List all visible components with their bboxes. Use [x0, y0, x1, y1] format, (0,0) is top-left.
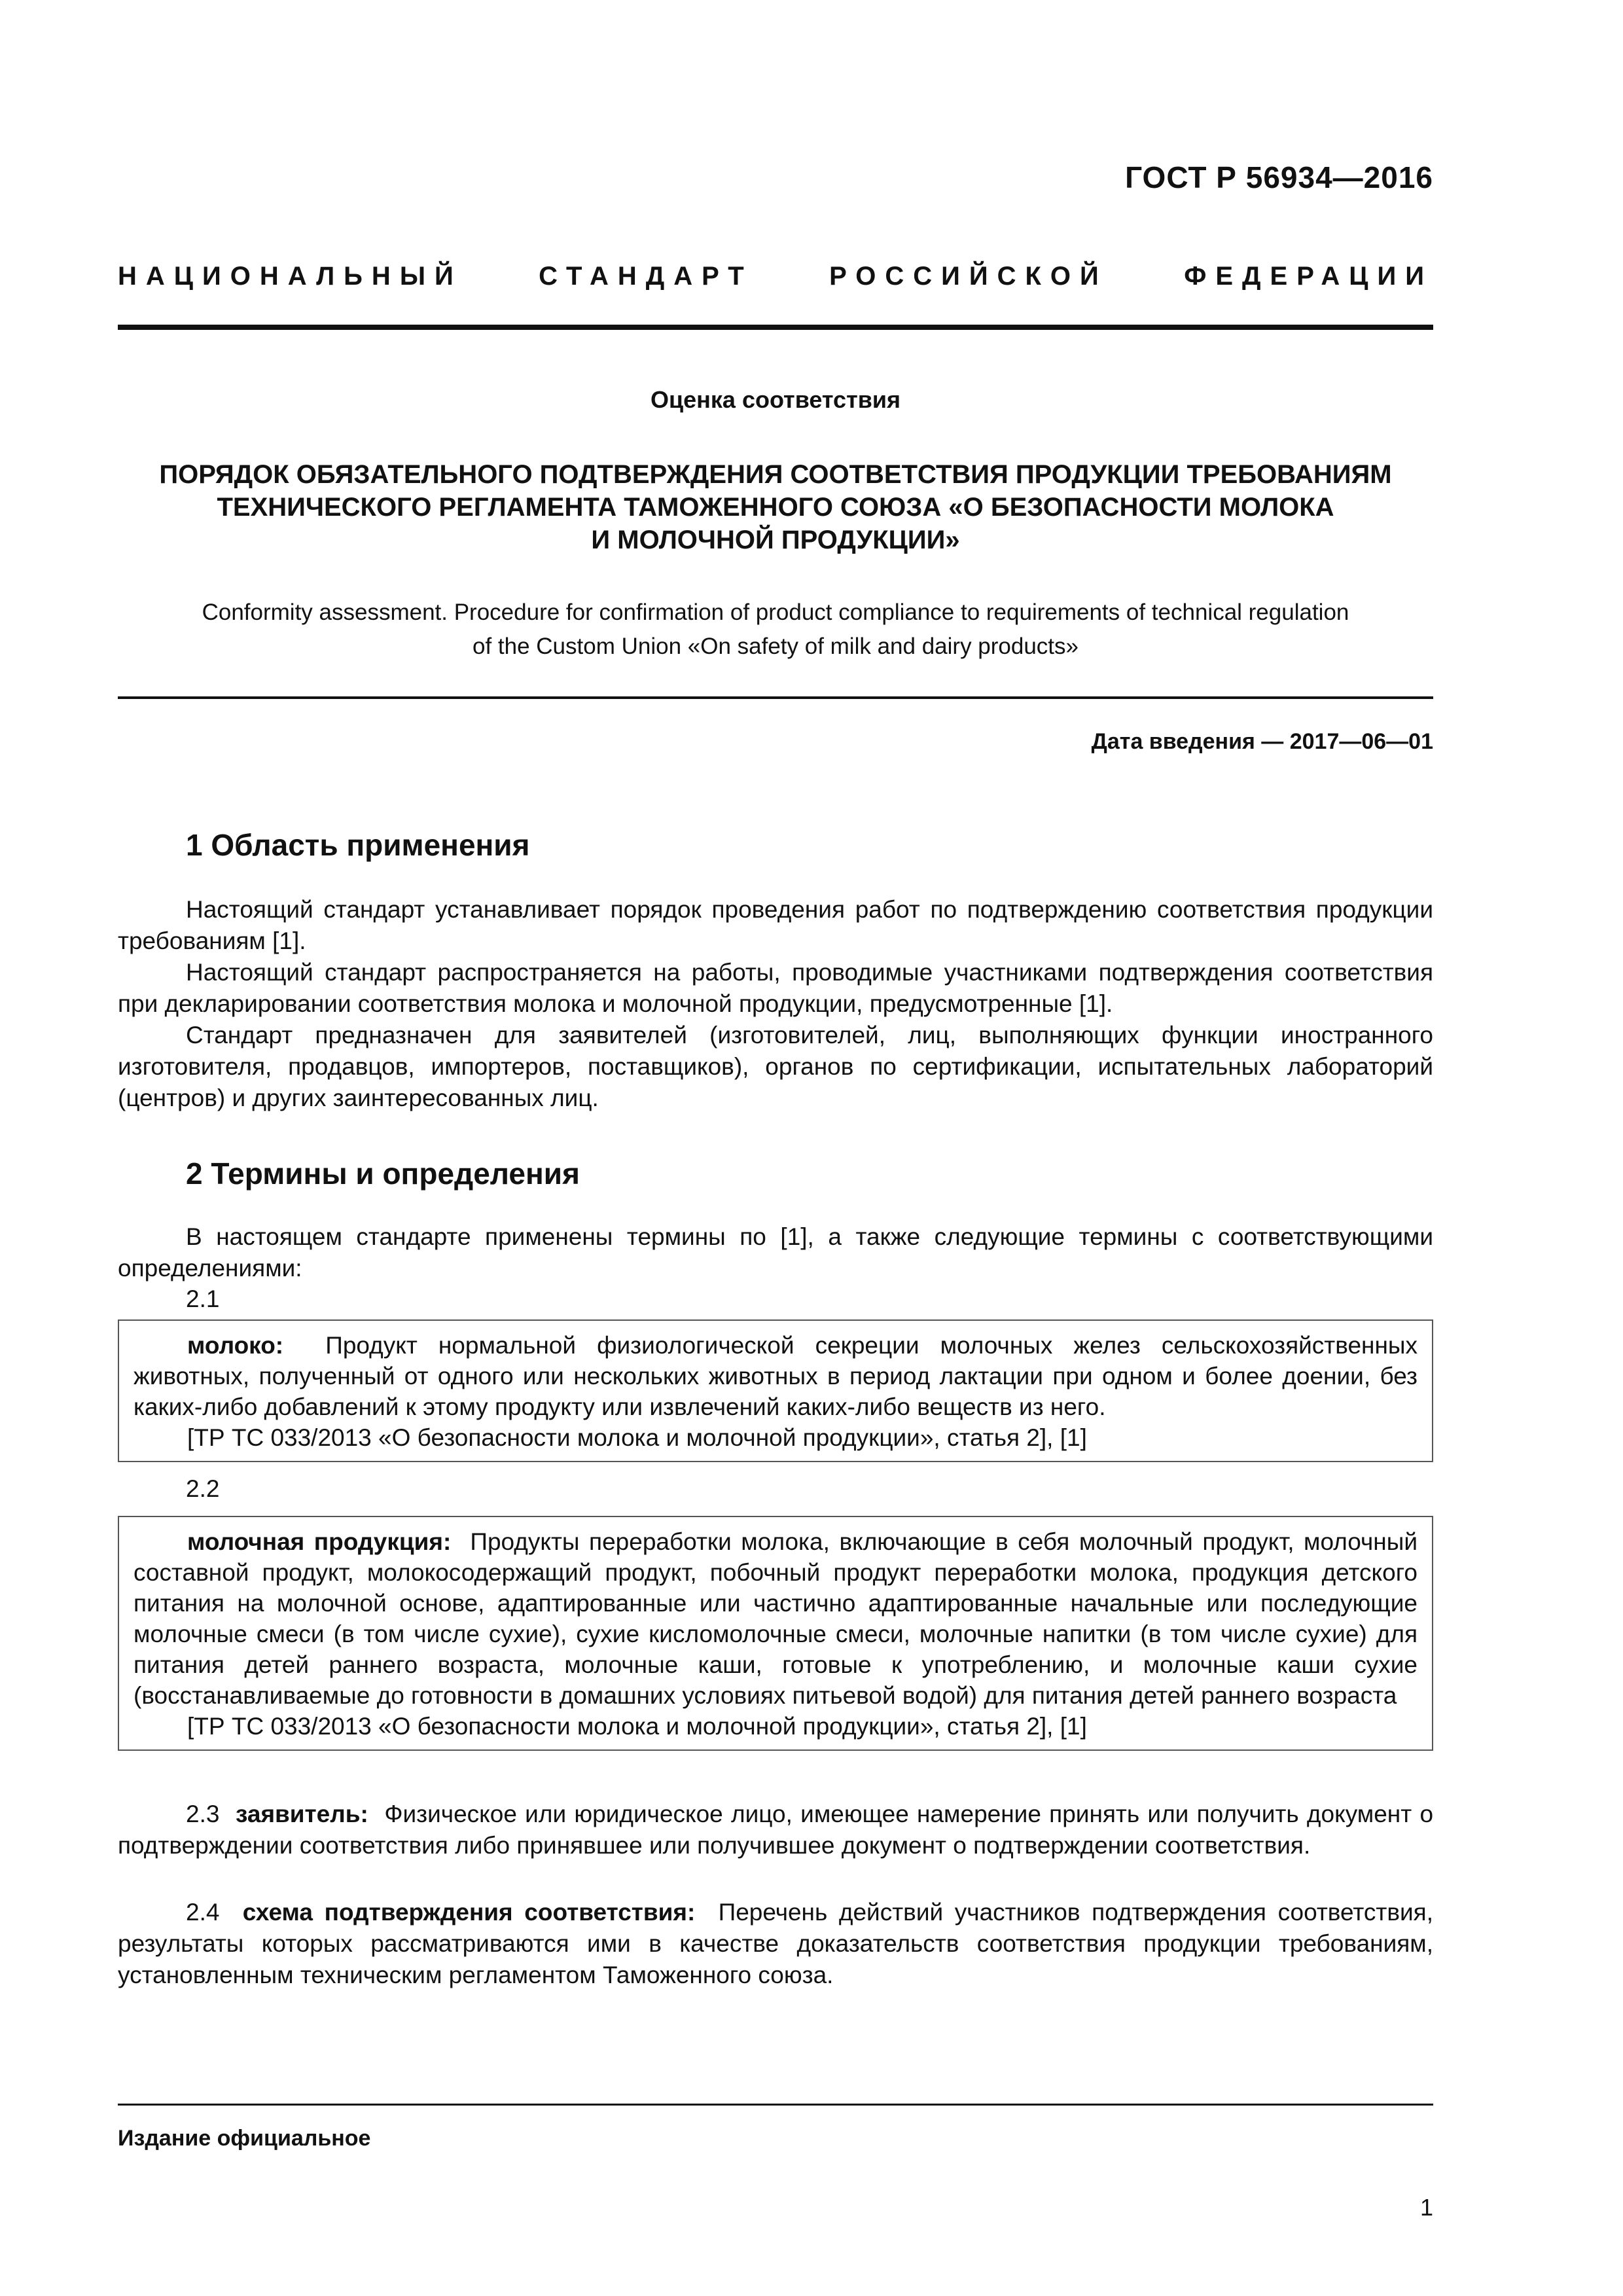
term-source: [ТР ТС 033/2013 «О безопасности молока и молочной продукции», статья 2], [1] [187, 1424, 1087, 1451]
document-page [118, 0, 1433, 2296]
footer-divider [118, 2104, 1433, 2106]
term-name: молоко: [187, 1332, 284, 1359]
term-number: 2.1 [186, 1285, 220, 1312]
section-2-intro [118, 1221, 1433, 1284]
official-edition-label: Издание официальное [118, 2126, 371, 2151]
title-en-line: of the Custom Union «On safety of milk and dairy products» [472, 634, 1079, 659]
definition-text: Физическое или юридическое лицо, имеющее намерение принять или получить документ о подтверждении соответствия либо принявшее или получившее документ о подтверждении соответствия. [118, 1801, 1434, 1859]
paragraph: Настоящий стандарт распространяется на работы, проводимые участниками подтверждения соответствия при декларировании соответствия молока и молочной продукции, предусмотренные [1]. [118, 959, 1433, 1017]
banner-word: СТАНДАРТ [539, 262, 753, 291]
title-line: ТЕХНИЧЕСКОГО РЕГЛАМЕНТА ТАМОЖЕННОГО СОЮЗА «О БЕЗОПАСНОСТИ МОЛОКА [217, 493, 1334, 522]
document-title-english [118, 596, 1433, 664]
term-definition [134, 1330, 1418, 1422]
term-number: 2.2 [186, 1475, 220, 1502]
title-line: И МОЛОЧНОЙ ПРОДУКЦИИ» [591, 526, 960, 554]
term-applicant [118, 1799, 1433, 1861]
paragraph: Настоящий стандарт устанавливает порядок проведения работ по подтверждению соответствия продукции требованиям [1]. [118, 896, 1433, 954]
title-divider [118, 696, 1433, 699]
term-name: молочная продукция: [187, 1528, 452, 1555]
paragraph: Стандарт предназначен для заявителей (изготовителей, лиц, выполняющих функции иностранного изготовителя, продавцов, импортеров, поставщиков), органов по сертификации, испытательных лабораторий (центров) и других заинтересованных лиц. [118, 1022, 1433, 1111]
term-paragraph [118, 1897, 1433, 1991]
term-paragraph [118, 1799, 1433, 1861]
introduction-date: Дата введения — 2017—06—01 [1091, 729, 1433, 754]
document-title [118, 458, 1433, 556]
title-line: ПОРЯДОК ОБЯЗАТЕЛЬНОГО ПОДТВЕРЖДЕНИЯ СООТВЕТСТВИЯ ПРОДУКЦИИ ТРЕБОВАНИЯМ [159, 460, 1392, 489]
term-number: 2.3 [186, 1801, 220, 1827]
header-divider [118, 325, 1433, 330]
term-number: 2.4 [186, 1899, 220, 1926]
definition-text: Продукт нормальной физиологической секреции молочных желез сельскохозяйственных животных, полученный от одного или нескольких животных в период лактации при одном и более доении, без каких-либо добавлений к этому продукту или извлечений каких-либо веществ из него. [134, 1332, 1418, 1420]
national-standard-banner [118, 262, 1433, 291]
page-number: 1 [1419, 2194, 1433, 2221]
paragraph: В настоящем стандарте применены термины по [1], а также следующие термины с соответствующими определениями: [118, 1223, 1433, 1282]
section-1-heading: 1 Область применения [186, 828, 530, 862]
subject-title: Оценка соответствия [651, 386, 901, 413]
term-box-dairy-products [118, 1516, 1433, 1751]
term-conformity-scheme [118, 1897, 1433, 1991]
definition-text: Продукты переработки молока, включающие в себя молочный продукт, молочный составной продукт, молокосодержащий продукт, побочный продукт переработки молока, продукция детского питания на молочной основе, адаптированные или частично адаптированные начальные или последующие молочные смеси (в том числе сухие), сухие кисломолочные смеси, молочные напитки (в том числе сухие) для питания детей раннего возраста, молочные каши, готовые к употреблению, и молочные каши сухие (восстанавливаемые до готовности в домашних условиях питьевой водой) для питания детей раннего возраста [134, 1528, 1418, 1709]
title-en-line: Conformity assessment. Procedure for confirmation of product compliance to requirements of technical regulation [202, 600, 1349, 625]
definition-text: Перечень действий участников подтверждения соответствия, результаты которых рассматриваются ими в качестве доказательств соответствия продукции требованиям, установленным техническим регламентом Таможенного союза. [118, 1899, 1433, 1988]
term-source: [ТР ТС 033/2013 «О безопасности молока и молочной продукции», статья 2], [1] [187, 1713, 1087, 1740]
term-name: заявитель: [235, 1801, 368, 1827]
term-definition [134, 1526, 1418, 1711]
gost-number: ГОСТ Р 56934—2016 [1125, 160, 1433, 194]
section-1-body [118, 894, 1433, 1114]
banner-word: РОССИЙСКОЙ [829, 262, 1108, 291]
term-name: схема подтверждения соответствия: [242, 1899, 696, 1926]
banner-word: НАЦИОНАЛЬНЫЙ [118, 262, 463, 291]
term-box-milk [118, 1319, 1433, 1462]
banner-word: ФЕДЕРАЦИИ [1184, 262, 1433, 291]
section-2-heading: 2 Термины и определения [186, 1157, 580, 1191]
